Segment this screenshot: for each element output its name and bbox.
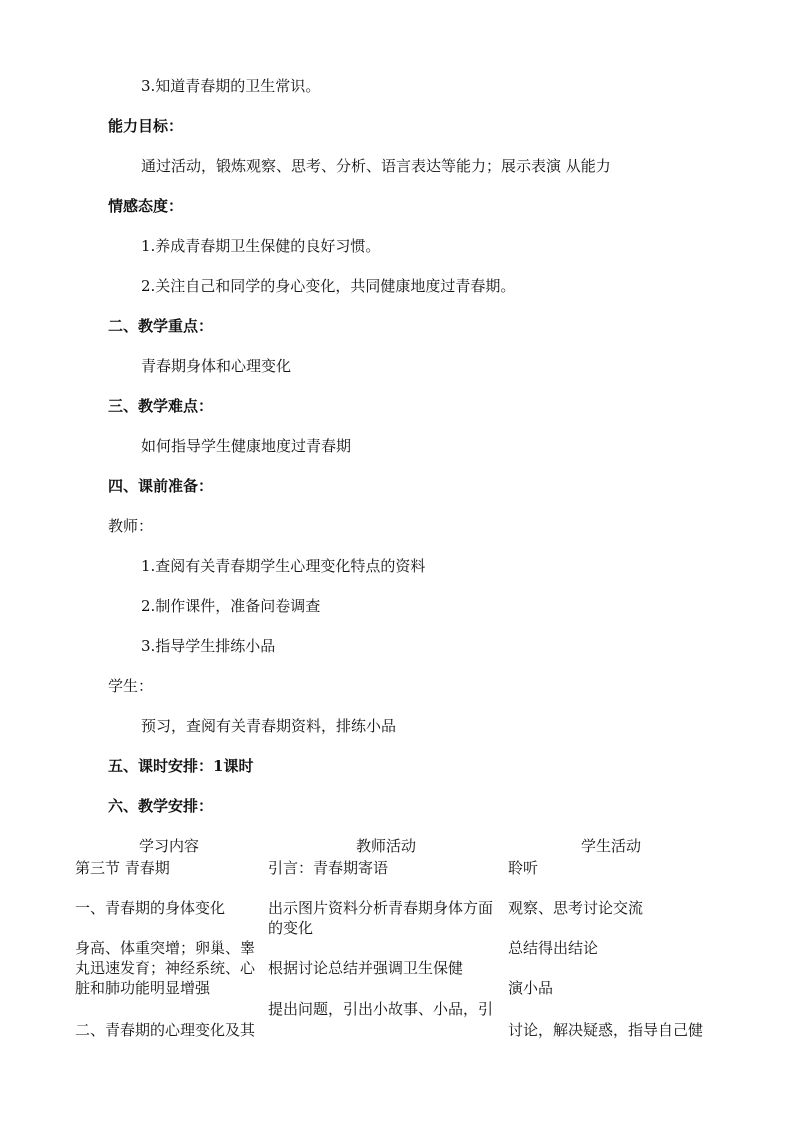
table-cell: 的变化 <box>268 919 314 937</box>
table-cell: 脏和肺功能明显增强 <box>75 979 211 997</box>
objective-3: 3.知道青春期的卫生常识。 <box>141 77 321 95</box>
teacher-label: 教师： <box>108 517 154 535</box>
ability-goal-text: 通过活动，锻炼观察、思考、分析、语言表达等能力；展示表演 从能力 <box>141 157 611 175</box>
table-cell: 第三节 青春期 <box>75 859 170 877</box>
key-points-text: 青春期身体和心理变化 <box>141 357 292 375</box>
table-cell: 讨论，解决疑惑，指导自己健 <box>508 1021 704 1039</box>
header-teacher: 教师活动 <box>356 837 417 855</box>
preparation-heading: 四、课前准备： <box>108 477 214 495</box>
table-cell: 总结得出结论 <box>508 939 599 957</box>
table-cell: 出示图片资料分析青春期身体方面 <box>268 899 494 917</box>
table-cell: 聆听 <box>508 859 539 877</box>
table-cell: 一、青春期的身体变化 <box>75 899 226 917</box>
attitude-2: 2.关注自己和同学的身心变化，共同健康地度过青春期。 <box>141 277 516 295</box>
table-cell: 引言：青春期寄语 <box>268 859 389 877</box>
student-prep: 预习，查阅有关青春期资料，排练小品 <box>141 717 397 735</box>
header-content: 学习内容 <box>139 837 200 855</box>
key-points-heading: 二、教学重点： <box>108 317 214 335</box>
table-cell: 观察、思考讨论交流 <box>508 899 644 917</box>
attitude-1: 1.养成青春期卫生保健的良好习惯。 <box>141 237 381 255</box>
teacher-prep-1: 1.查阅有关青春期学生心理变化特点的资料 <box>141 557 426 575</box>
table-cell: 演小品 <box>508 979 554 997</box>
header-student: 学生活动 <box>581 837 642 855</box>
table-cell: 二、青春期的心理变化及其 <box>75 1021 256 1039</box>
ability-goal-heading: 能力目标： <box>108 117 184 135</box>
difficult-points-text: 如何指导学生健康地度过青春期 <box>141 437 352 455</box>
table-cell: 根据讨论总结并强调卫生保健 <box>268 959 464 977</box>
attitude-heading: 情感态度： <box>108 197 184 215</box>
student-label: 学生： <box>108 677 154 695</box>
teacher-prep-3: 3.指导学生排练小品 <box>141 637 276 655</box>
difficult-points-heading: 三、教学难点： <box>108 397 214 415</box>
table-cell: 丸迅速发育；神经系统、心 <box>75 959 256 977</box>
teaching-arrangement-heading: 六、教学安排： <box>108 797 214 815</box>
schedule-heading: 五、课时安排：1课时 <box>108 757 254 775</box>
teacher-prep-2: 2.制作课件，准备问卷调查 <box>141 597 321 615</box>
table-cell: 提出问题，引出小故事、小品，引 <box>268 1000 494 1018</box>
table-cell: 身高、体重突增；卵巢、睾 <box>75 939 256 957</box>
